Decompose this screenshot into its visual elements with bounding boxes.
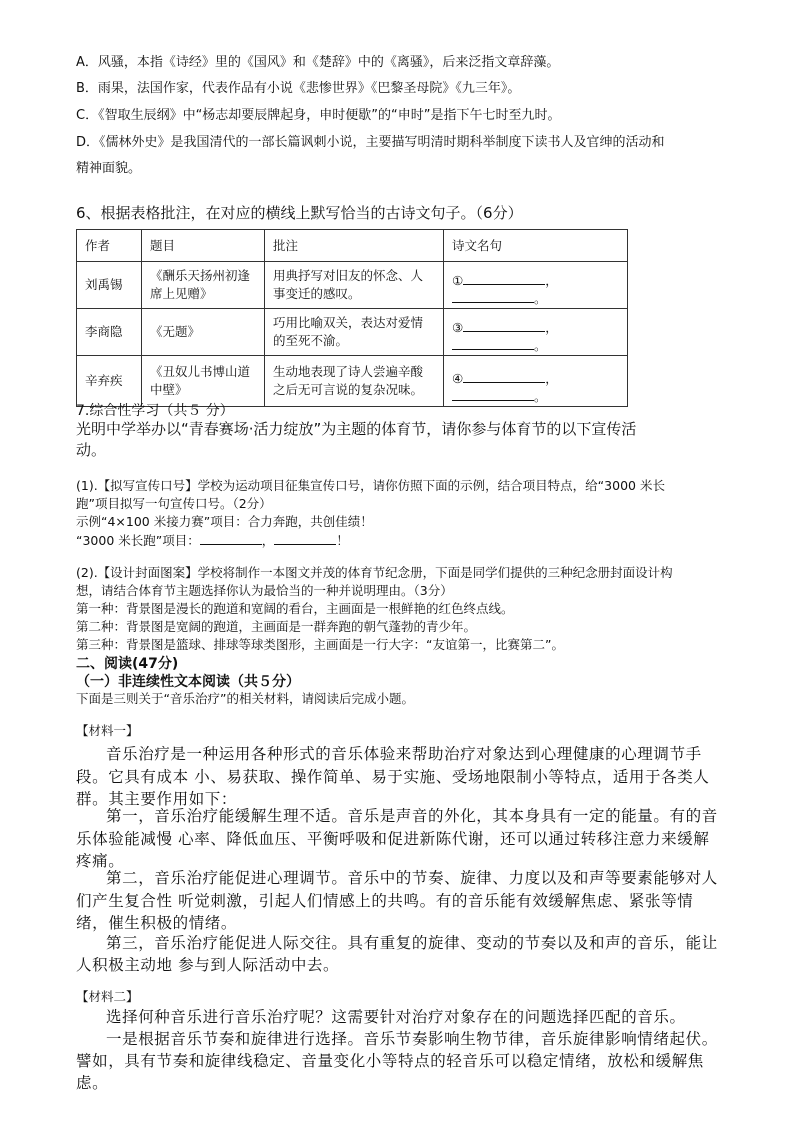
- section2-subtitle: （一）非连续性文本阅读（共５分）: [76, 674, 300, 690]
- material2-line: 虑。: [76, 1074, 109, 1092]
- option-d: D．《儒林外史》是我国清代的一部长篇讽刺小说，主要描写明清时期科举制度下读书人及官绅的活动和: [76, 135, 665, 150]
- option-b: B．雨果，法国作家，代表作品有小说《悲惨世界》《巴黎圣母院》《九三年》。: [76, 81, 521, 96]
- cell-quote[interactable]: ④ ，。: [444, 356, 628, 407]
- cell-author: 辛弃疾: [77, 356, 142, 407]
- cell-quote[interactable]: ① ，。: [444, 262, 628, 309]
- cell-title: 《丑奴儿书博山道 中壁》: [142, 356, 265, 407]
- cell-author: 李商隐: [77, 309, 142, 356]
- option-c: C．《智取生辰纲》中“杨志却要辰牌起身，申时便歇”的“申时”是指下午七时至九时。: [76, 108, 561, 123]
- cell-note: 用典抒写对旧友的怀念、人 事变迁的感叹。: [265, 262, 444, 309]
- cell-title: 《酬乐天扬州初逢 席上见赠》: [142, 262, 265, 309]
- header-quote: 诗文名句: [444, 230, 628, 262]
- design-option-1: 第一种：背景图是漫长的跑道和宽阔的看台，主画面是一根鲜艳的红色终点线。: [76, 601, 514, 616]
- cell-note: 巧用比喻双关，表达对爱情 的至死不渝。: [265, 309, 444, 356]
- q7-part2: (2).【设计封面图案】学校将制作一本图文并茂的体育节纪念册，下面是同学们提供的三种纪念册封面设计构: [76, 565, 673, 580]
- answer-blank: [274, 532, 336, 545]
- header-title: 题目: [142, 230, 265, 262]
- material1-line: 第三，音乐治疗能促进人际交往。具有重复的旋律、变动的节奏以及和声的音乐，能让: [106, 934, 718, 952]
- design-option-2: 第二种：背景图是宽阔的跑道，主画面是一群奔跑的朝气蓬勃的青少年。: [76, 619, 477, 634]
- q7-answer-line[interactable]: “3000 米长跑”项目： ， ！: [76, 533, 349, 548]
- table-row: [77, 309, 628, 356]
- q7-title: 7.综合性学习（共５ 分）: [76, 403, 234, 419]
- q6-title: 6、根据表格批注，在对应的横线上默写恰当的古诗文句子。（6分）: [76, 204, 523, 222]
- header-author: 作者: [77, 230, 142, 262]
- table-header-row: [77, 230, 628, 262]
- q7-part1: (1).【拟写宣传口号】学校为运动项目征集宣传口号，请你仿照下面的示例，结合项目特点，给“3000 米长: [76, 478, 665, 493]
- option-a: A．风骚，本指《诗经》里的《国风》和《楚辞》中的《离骚》，后来泛指文章辞藻。: [76, 55, 560, 70]
- answer-blank: [452, 388, 534, 401]
- material1-label: 【材料一】: [76, 723, 139, 738]
- answer-blank: [463, 272, 545, 285]
- material1-line: 人积极主动地 参与到人际活动中去。: [76, 956, 340, 974]
- table-row: [77, 262, 628, 309]
- material1-line: 乐体验能减慢 心率、降低血压、平衡呼吸和促进新陈代谢，还可以通过转移注意力来缓解: [76, 830, 710, 848]
- q7-part2-cont: 想，请结合体育节主题选择你认为最恰当的一种并说明理由。（3分）: [76, 583, 453, 598]
- header-note: 批注: [265, 230, 444, 262]
- cell-title: 《无题》: [142, 309, 265, 356]
- table-row: [77, 356, 628, 407]
- answer-blank: [463, 319, 545, 332]
- material2-line: 譬如，具有节奏和旋律线稳定、音量变化小等特点的轻音乐可以稳定情绪，放松和缓解焦: [76, 1052, 704, 1070]
- answer-blank: [200, 532, 262, 545]
- material1-line: 们产生复合性 听觉刺激，引起人们情感上的共鸣。有的音乐能有效缓解焦虑、紧张等情: [76, 892, 694, 910]
- material1-line: 绪，催生积极的情绪。: [76, 914, 238, 932]
- q7-part1-cont: 跑”项目拟写一句宣传口号。（2分）: [76, 496, 272, 511]
- material1-line: 段。它具有成本 小、易获取、操作简单、易于实施、受场地限制小等特点，适用于各类人: [76, 768, 710, 786]
- material1-line: 第一，音乐治疗能缓解生理不适。音乐是声音的外化，其本身具有一定的能量。有的音: [106, 807, 718, 825]
- cell-quote[interactable]: ③ ，。: [444, 309, 628, 356]
- q7-intro: 光明中学举办以“青春赛场·活力绽放”为主题的体育节，请你参与体育节的以下宣传活: [76, 420, 637, 438]
- material2-line: 选择何种音乐进行音乐治疗呢？这需要针对治疗对象存在的问题选择匹配的音乐。: [106, 1008, 686, 1026]
- section2-intro: 下面是三则关于“音乐治疗”的相关材料，请阅读后完成小题。: [76, 691, 414, 706]
- design-option-3: 第三种：背景图是篮球、排球等球类图形，主画面是一行大字：“友谊第一，比赛第二”。: [76, 637, 564, 652]
- answer-blank: [452, 290, 534, 303]
- material1-line: 群。其主要作用如下：: [76, 790, 238, 808]
- q7-intro-cont: 动。: [76, 441, 107, 459]
- cell-author: 刘禹锡: [77, 262, 142, 309]
- material2-label: 【材料二】: [76, 989, 139, 1004]
- material1-line: 第二，音乐治疗能促进心理调节。音乐中的节奏、旋律、力度以及和声等要素能够对人: [106, 869, 718, 887]
- material2-line: 一是根据音乐节奏和旋律进行选择。音乐节奏影响生物节律，音乐旋律影响情绪起伏。: [106, 1030, 718, 1048]
- option-d-cont: 精神面貌。: [76, 161, 142, 176]
- answer-blank: [452, 337, 534, 350]
- material1-line: 疼痛。: [76, 852, 125, 870]
- material1-line: 音乐治疗是一种运用各种形式的音乐体验来帮助治疗对象达到心理健康的心理调节手: [106, 745, 702, 763]
- section2-title: 二、阅读(47分): [76, 656, 179, 672]
- cell-note: 生动地表现了诗人尝遍辛酸 之后无可言说的复杂况味。: [265, 356, 444, 407]
- q6-table: [76, 229, 628, 407]
- answer-blank: [463, 370, 545, 383]
- q7-example: 示例“4×100 米接力赛”项目：合力奔跑，共创佳绩！: [76, 514, 373, 529]
